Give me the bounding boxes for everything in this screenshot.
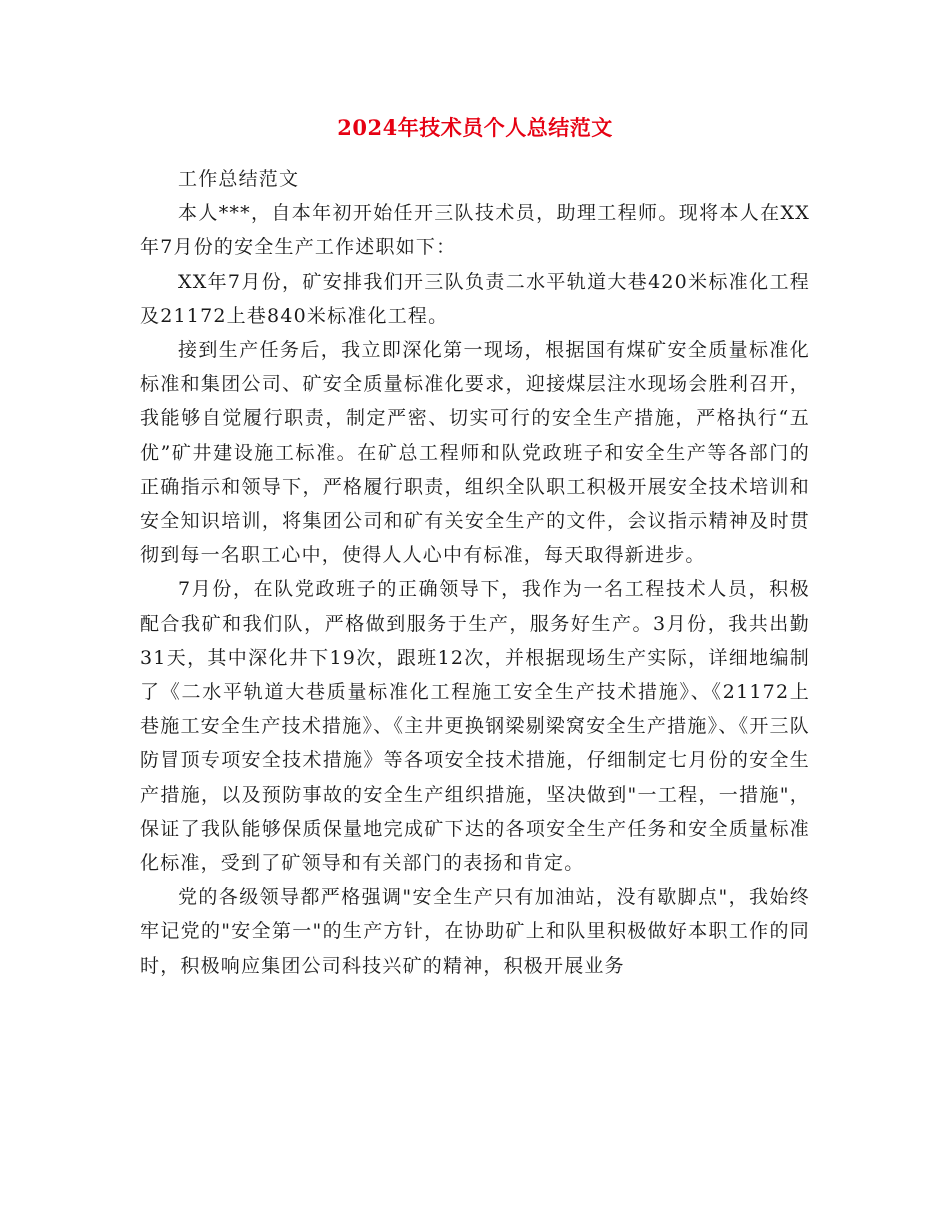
document-title: 2024年技术员个人总结范文	[337, 115, 613, 140]
paragraph-1: 工作总结范文	[178, 168, 300, 190]
paragraph-4: 接到生产任务后，我立即深化第一现场，根据国有煤矿安全质量标准化标准和集团公司、矿安全质量标准化要求，迎接煤层注水现场会胜利召开，我能够自觉履行职责，制定严密、切实可行的安全生产措施，严格执行“五优”矿井建设施工标准。在矿总工程师和队党政班子和安全生产等各部门的正确指示和领导下，严格履行职责，组织全队职工积极开展安全技术培训和安全知识培训，将集团公司和矿有关安全生产的文件，会议指示精神及时贯彻到每一名职工心中，使得人人心中有标准，每天取得新进步。	[140, 339, 810, 567]
paragraph-3: XX年7月份，矿安排我们开三队负责二水平轨道大巷420米标准化工程及21172上巷840米标准化工程。	[140, 270, 810, 327]
paragraph-5: 7月份，在队党政班子的正确领导下，我作为一名工程技术人员，积极配合我矿和我们队，严格做到服务于生产，服务好生产。3月份，我共出勤31天，其中深化井下19次，跟班12次，并根据现场生产实际，详细地编制了《二水平轨道大巷质量标准化工程施工安全生产技术措施》、《21172上巷施工安全生产技术措施》、《主井更换钢梁剔梁窝安全生产措施》、《开三队防冒顶专项安全技术措施》等各项安全技术措施，仔细制定七月份的安全生产措施，以及预防事故的安全生产组织措施，坚决做到"一工程，一措施"，保证了我队能够保质保量地完成矿下达的各项安全生产任务和安全质量标准化标准，受到了矿领导和有关部门的表扬和肯定。	[140, 578, 810, 875]
paragraph-2: 本人***，自本年初开始任开三队技术员，助理工程师。现将本人在XX年7月份的安全生产工作述职如下：	[140, 202, 810, 259]
paragraph-6: 党的各级领导都严格强调"安全生产只有加油站，没有歇脚点"，我始终牢记党的"安全第一"的生产方针，在协助矿上和队里积极做好本职工作的同时，积极响应集团公司科技兴矿的精神，积极开展业务	[140, 886, 810, 977]
